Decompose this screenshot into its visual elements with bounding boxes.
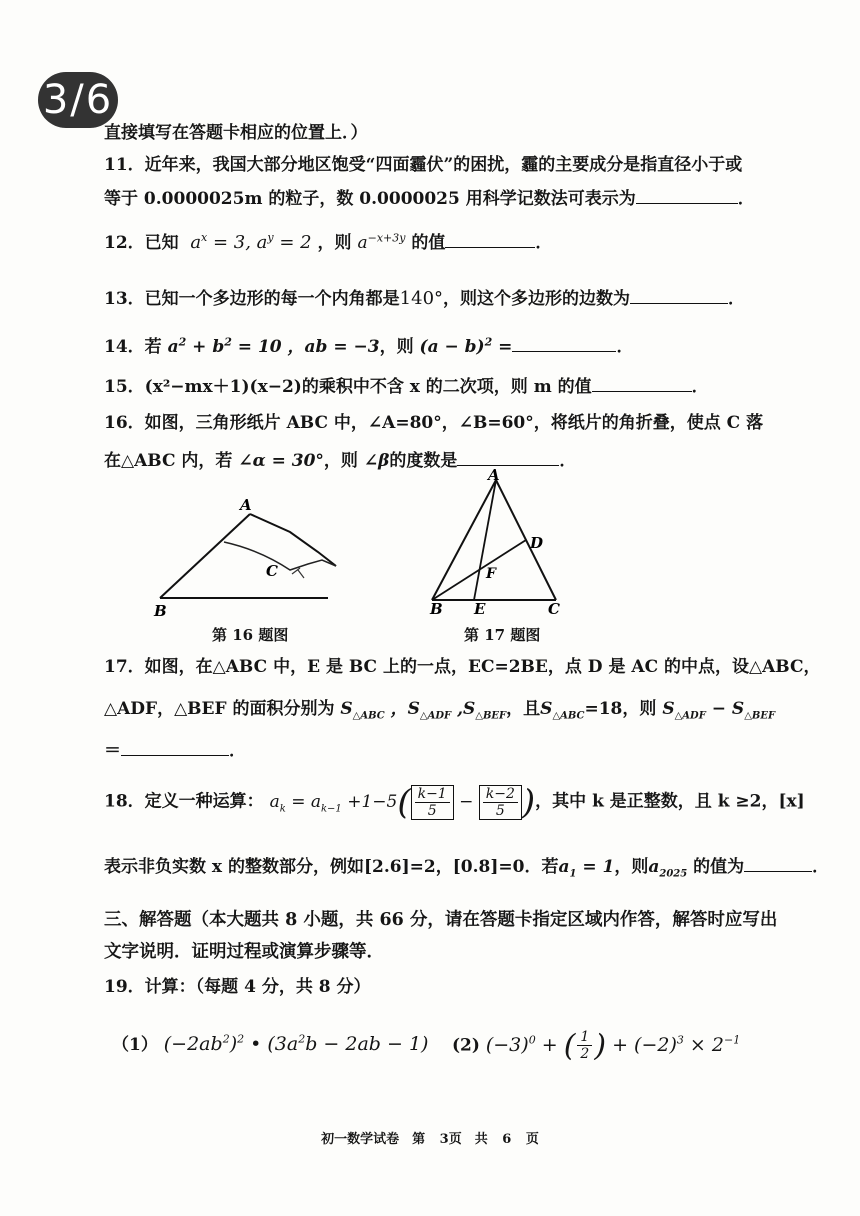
question-17-line2: [104, 694, 775, 721]
fig17-label-E: E: [474, 600, 486, 616]
question-17-line3: [104, 736, 246, 761]
period: ．: [691, 377, 709, 397]
answer-blank: [744, 857, 812, 872]
fig17-label-B: B: [430, 600, 443, 616]
question-11-line1: [104, 150, 742, 175]
question-number: 16．: [104, 413, 145, 433]
fig17-label-C: C: [548, 600, 560, 616]
math-area-abc: $S_{\triangle ABC}$: [540, 699, 585, 722]
question-text: 近年来，我国大部分地区饱受“四面霾伏”的困扰，霾的主要成分是指直径小于或: [144, 155, 743, 175]
math-expression: $a^{-x+3y}$: [357, 231, 406, 253]
period: ．: [737, 189, 755, 209]
math-given: $a^x = 3$, $a^y = 2$: [184, 231, 312, 253]
question-19-title: 19．计算：（每题 4 分，共 8 分）: [104, 977, 371, 997]
fig17-label-A: A: [488, 466, 500, 484]
answer-blank: [630, 289, 728, 304]
question-text: ，则: [614, 857, 649, 877]
question-text: 的值为: [693, 857, 745, 877]
fig16-label-C: C: [266, 562, 278, 580]
math-difference: $S_{\triangle ADF} - S_{\triangle BEF}$: [662, 699, 776, 722]
question-text: 的度数是: [389, 451, 458, 471]
math-target: $a_{2025}$: [648, 857, 688, 880]
question-text: 如图，三角形纸片 ABC 中，∠A=80°，∠B=60°，将纸片的角折叠，使点 C 落: [144, 413, 764, 433]
math-recurrence: $a_k = a_{k-1} +1-5$( $\frac{k-1}{5}$ − $\frac{k-2}{5}$ ): [269, 782, 536, 822]
question-text: 表示非负实数 x 的整数部分，例如[2.6]=2，[0.8]=0．若: [104, 857, 559, 877]
section-3-heading-cont: 文字说明．证明过程或演算步骤等．: [104, 942, 384, 962]
instruction-tail: 直接填写在答题卡相应的位置上．）: [104, 123, 368, 143]
question-text: ，则这个多边形的边数为: [443, 289, 631, 309]
question-number: 11．: [104, 155, 145, 175]
question-text: 在△ABC 内，若: [104, 451, 233, 471]
question-text: △ADF，△BEF 的面积分别为: [104, 699, 335, 719]
answer-blank: [592, 377, 692, 392]
question-19-part1: [112, 1030, 428, 1055]
question-text: 已知一个多边形的每一个内角都是: [144, 289, 400, 309]
question-text: ，则: [379, 337, 414, 357]
page-footer: 初一数学试卷 第 3页 共 6 页: [321, 1132, 539, 1147]
fig17-label-F: F: [486, 566, 496, 582]
fig16-label-A: A: [240, 496, 252, 514]
question-number: 18．: [104, 791, 145, 812]
equals-sign: ＝: [104, 741, 121, 761]
math-given: $a^2 + b^2 = 10$ ，ab = −3: [167, 335, 380, 357]
period: ．: [229, 741, 246, 761]
figure-17: [418, 466, 578, 616]
question-12: [104, 228, 552, 253]
answer-blank: [512, 337, 616, 352]
math-part2: $(-3)^0$ + ( $\frac{1}{2}$ ) + $(-2)^3 \times 2^{-1}$: [485, 1028, 741, 1063]
part-label: (2): [452, 1035, 480, 1056]
period: ．: [559, 451, 577, 471]
question-17-line1: [104, 652, 821, 677]
question-number: 14．: [104, 337, 145, 357]
angle-value: 140°: [399, 288, 444, 309]
question-18-line2: [104, 852, 829, 879]
page-badge: 3/6: [38, 72, 118, 128]
question-text: 如图，在△ABC 中，E 是 BC 上的一点，EC=2BE，点 D 是 AC 的中点，设△ABC，: [144, 657, 821, 677]
period: ．: [616, 337, 634, 357]
question-text: ，则: [323, 451, 358, 471]
question-text: 的值: [411, 233, 446, 253]
question-15: [104, 372, 709, 397]
math-beta: ∠β: [363, 451, 390, 471]
question-18-line1: [104, 782, 805, 822]
question-11-line2: [104, 184, 755, 209]
question-text: =18，则: [584, 699, 657, 719]
math-alpha: ∠α = 30°: [238, 451, 324, 471]
figure-16-caption: 第 16 题图: [212, 626, 289, 644]
math-initial: $a_1 = 1$: [558, 857, 615, 880]
question-text: (x²−mx＋1)(x−2)的乘积中不含 x 的二次项，则 m 的值: [144, 377, 592, 397]
math-areas: $S_{\triangle ABC}$ ，$S_{\triangle ADF}$ $,S_{\triangle BEF}$: [340, 699, 507, 722]
figure-16: [140, 490, 350, 620]
question-number: 13．: [104, 289, 145, 309]
answer-blank: [636, 189, 738, 204]
math-expression: $(a - b)^2$ =: [419, 335, 513, 357]
period: ．: [728, 289, 746, 309]
answer-blank: [121, 741, 229, 756]
section-3-heading: 三、解答题（本大题共 8 小题，共 66 分，请在答题卡指定区域内作答，解答时应写出: [104, 910, 778, 930]
question-text: ，则: [317, 233, 352, 253]
question-13: [104, 284, 745, 309]
fig17-label-D: D: [530, 534, 544, 552]
figure-17-caption: 第 17 题图: [464, 626, 541, 644]
math-part1: $(-2ab^2)^2$ • $(3a^2b - 2ab - 1)$: [163, 1032, 429, 1055]
period: ．: [535, 233, 553, 253]
question-number: 12．: [104, 233, 145, 253]
question-14: [104, 332, 633, 357]
question-19-part2: [452, 1028, 740, 1063]
question-number: 17．: [104, 657, 145, 677]
question-text: 已知: [144, 233, 179, 253]
question-text: ，其中 k 是正整数，且 k ≥2，[x]: [535, 791, 805, 812]
question-number: 15．: [104, 377, 145, 397]
part-label: （1）: [112, 1035, 158, 1055]
question-text: ，且: [506, 699, 541, 719]
answer-blank: [445, 233, 535, 248]
question-text: 若: [144, 337, 162, 357]
fig16-label-B: B: [154, 602, 167, 620]
question-text: 等于 0.0000025m 的粒子，数 0.0000025 用科学记数法可表示为: [104, 189, 636, 209]
period: ．: [812, 857, 830, 877]
question-text: 定义一种运算：: [144, 791, 264, 812]
question-16-line1: [104, 408, 763, 433]
answer-blank: [457, 451, 559, 466]
